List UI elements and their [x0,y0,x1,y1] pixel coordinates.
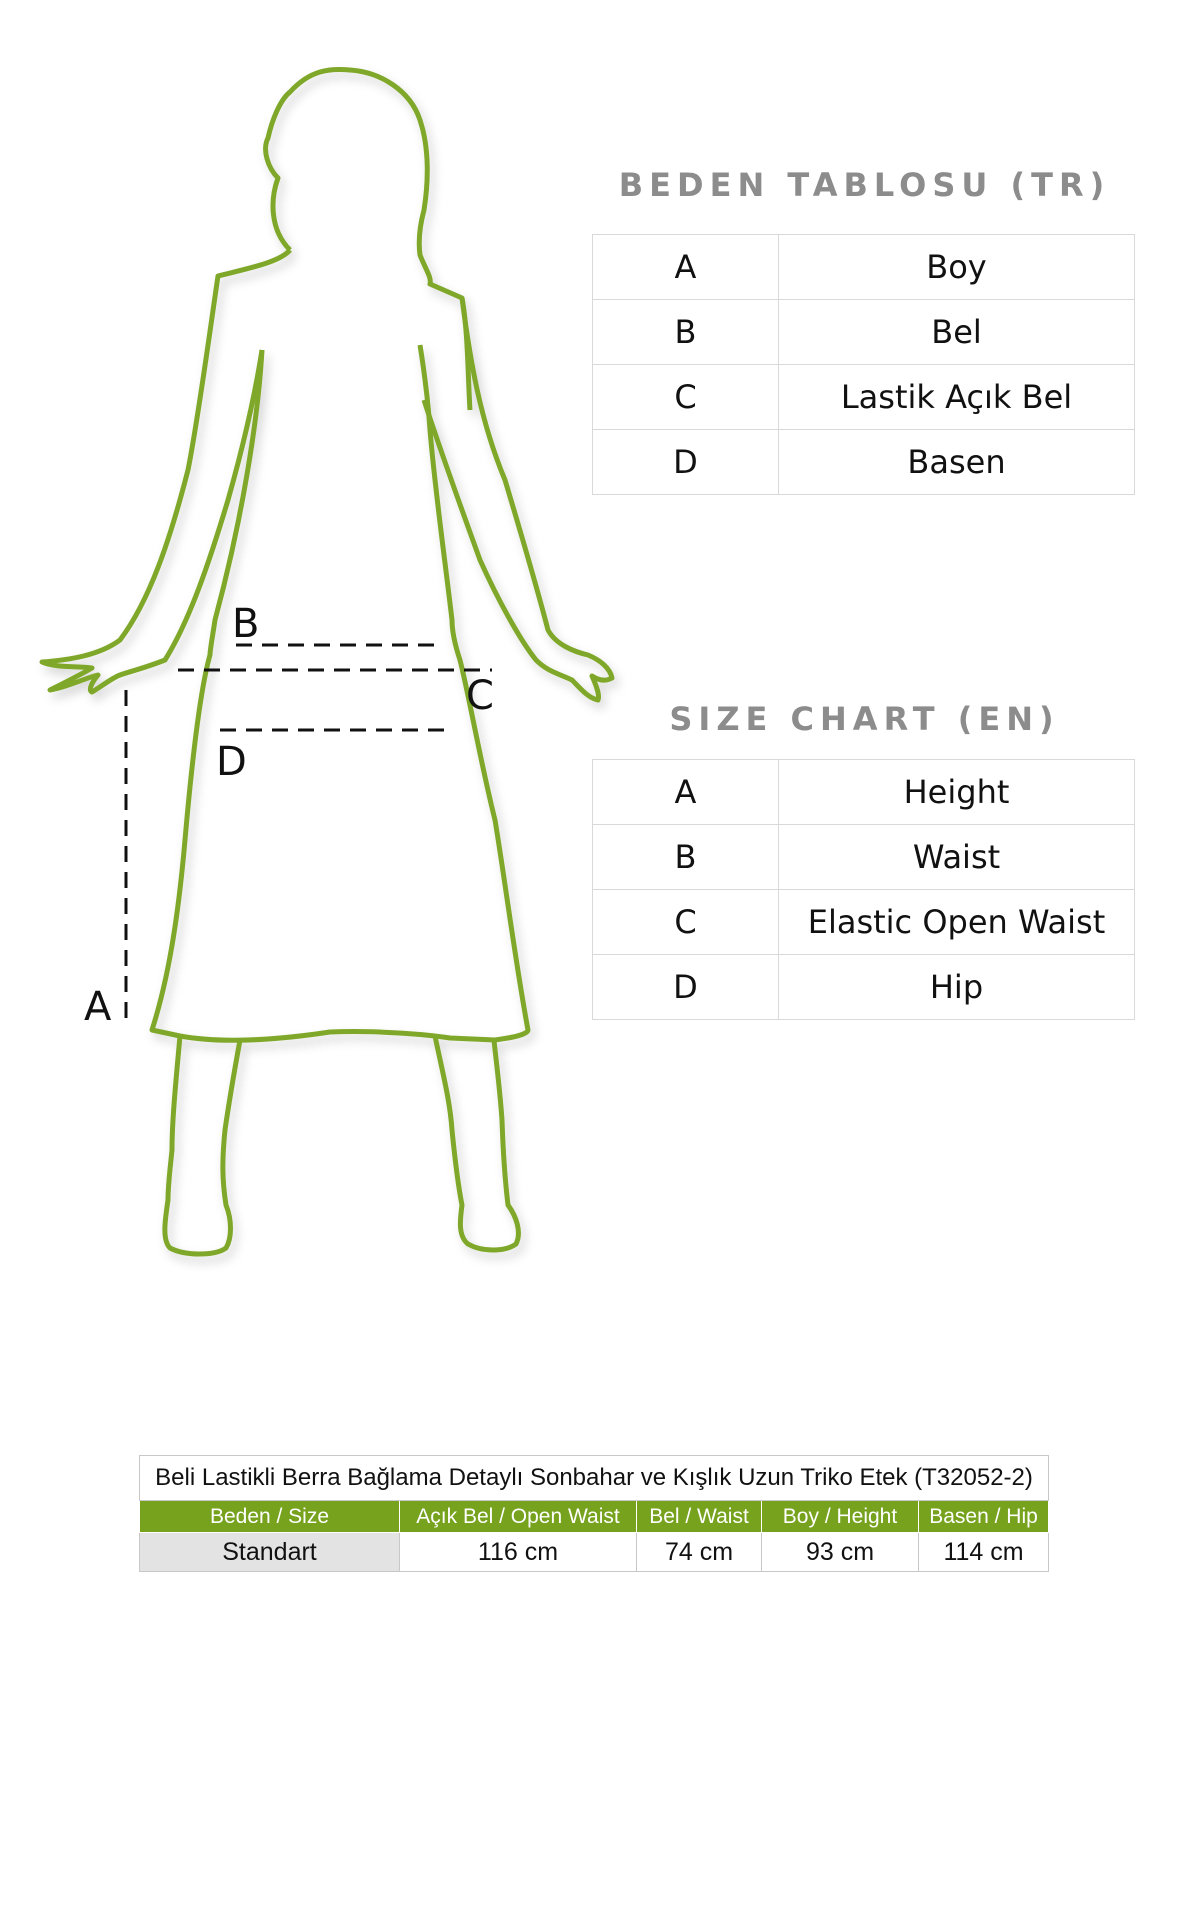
garment-silhouette-figure [0,0,640,1300]
tr-chart-title: BEDEN TABLOSU (TR) [618,166,1111,204]
open-waist-cell: 116 cm [400,1533,637,1572]
legend-key: D [593,430,779,495]
left-leg-outline [165,1036,240,1254]
measurement-table [139,1455,1049,1572]
legend-value: Hip [779,955,1135,1020]
height-cell: 93 cm [762,1533,919,1572]
legend-key: B [593,300,779,365]
table-row [593,825,1135,890]
legend-value: Boy [779,235,1135,300]
table-row [593,430,1135,495]
column-header: Boy / Height [762,1501,919,1533]
legend-value: Waist [779,825,1135,890]
table-row [593,300,1135,365]
label-a: A [84,984,112,1030]
legend-value: Elastic Open Waist [779,890,1135,955]
legend-value: Lastik Açık Bel [779,365,1135,430]
table-row [593,890,1135,955]
en-chart-title: SIZE CHART (EN) [669,700,1060,738]
label-c: C [466,673,494,719]
legend-key: A [593,235,779,300]
column-header: Beden / Size [140,1501,400,1533]
hip-cell: 114 cm [919,1533,1049,1572]
en-legend-table [592,759,1135,1020]
table-row [593,760,1135,825]
table-row [593,365,1135,430]
legend-key: B [593,825,779,890]
legend-key: A [593,760,779,825]
legend-value: Basen [779,430,1135,495]
tr-legend-table [592,234,1135,495]
table-row [593,235,1135,300]
right-leg-outline [435,1036,518,1250]
product-caption: Beli Lastikli Berra Bağlama Detaylı Sonbahar ve Kışlık Uzun Triko Etek (T32052-2) [140,1456,1049,1501]
label-d: D [216,739,247,785]
legend-value: Bel [779,300,1135,365]
silhouette-svg [0,0,640,1300]
legend-value: Height [779,760,1135,825]
table-row [593,955,1135,1020]
size-cell: Standart [140,1533,400,1572]
label-b: B [232,601,260,647]
head-outline [266,69,470,410]
legend-key: C [593,365,779,430]
legend-key: C [593,890,779,955]
table-row [140,1533,1049,1572]
column-header: Bel / Waist [637,1501,762,1533]
legend-key: D [593,955,779,1020]
table-header-row [140,1501,1049,1533]
column-header: Açık Bel / Open Waist [400,1501,637,1533]
waist-cell: 74 cm [637,1533,762,1572]
column-header: Basen / Hip [919,1501,1049,1533]
